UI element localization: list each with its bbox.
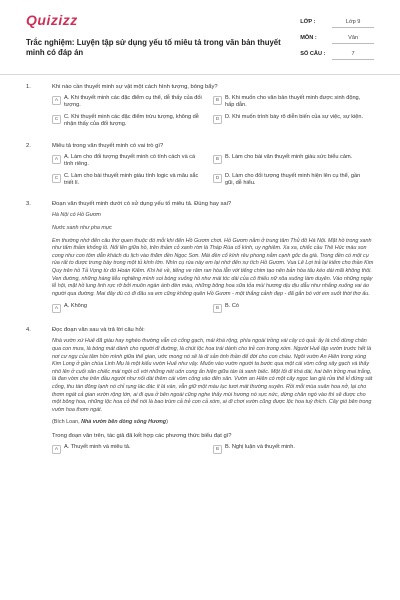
option-text: C. Làm cho bài thuyết minh giàu tính logic và mâu sắc triết lí.: [64, 173, 199, 187]
meta-label-count: SỐ CÂU :: [300, 51, 326, 57]
question-text: Đoạn văn thuyết minh dưới có sử dụng yếu tố miêu tả. Đúng hay sai?: [52, 201, 232, 208]
quizizz-logo: [26, 12, 300, 30]
option-letter-box: B: [213, 96, 222, 105]
option-b[interactable]: [213, 95, 374, 109]
question-body: [52, 83, 374, 134]
option-text: B. Khi muốn cho văn bản thuyết minh được sinh động, hấp dẫn.: [225, 94, 361, 108]
option-letter-box: B: [213, 445, 222, 454]
option-letter-box: A: [52, 96, 61, 105]
meta-label-class: LỚP :: [300, 19, 316, 25]
option-text: B. Có: [225, 303, 239, 310]
option-c[interactable]: [52, 173, 213, 187]
question-number: 1.: [26, 83, 31, 90]
worksheet-header: [26, 0, 374, 74]
option-text: D. Khi muốn trình bày rõ diễn biến của sự việc, sự kiện.: [225, 114, 364, 121]
quizizz-logo-mark: [26, 12, 96, 28]
option-a[interactable]: [52, 154, 213, 168]
question-4: [26, 326, 374, 459]
question-body: [52, 142, 374, 193]
option-letter-box: A: [52, 304, 61, 313]
question-text: Miêu tả trong văn thuyết minh có vai trò gì?: [52, 142, 164, 149]
passage-line: Hà Nội có Hồ Gươm: [52, 212, 101, 219]
question-number: 2.: [26, 142, 31, 149]
passage-source: [52, 419, 374, 427]
meta-label-subject: MÔN :: [300, 35, 317, 41]
question-body: [52, 326, 374, 459]
worksheet-meta: [300, 14, 374, 74]
passage-line: Nước xanh như pha mực: [52, 225, 112, 232]
meta-value-class: Lớp 9: [332, 16, 374, 28]
meta-value-count: 7: [332, 48, 374, 60]
question-number: 3.: [26, 201, 31, 208]
option-text: D. Làm cho đối tượng thuyết minh hiện lên cụ thể, gần gũi, dễ hiểu.: [225, 173, 361, 187]
option-text: A. Không: [64, 303, 88, 310]
option-letter-box: B: [213, 304, 222, 313]
option-b[interactable]: [213, 154, 374, 168]
option-b[interactable]: [213, 444, 374, 454]
passage-paragraph: Em thường nhớ đến câu thơ quen thuộc đó mỗi khi đến Hồ Gươm chơi. Hồ Gươm nằm ở trung tâm Thủ đô Hà Nội. Mặt hồ trong xanh như tấm thảm khổng lồ. Nổi lên giữa hồ, trên thảm cỏ xanh rờn là Tháp Rùa cổ kính, uy nghiêm. Xa xa, chiếc cầu Thê Húc màu son cong như con tôm dẫn khách du lịch vào thăm đền Ngọc Sơn. Mái đền cổ kính rêu phong nằm cạnh gốc đa già. Trong đền có một cụ rùa rất to được trưng bày trong một tủ kính lớn. Nhìn cụ rùa này em lại nhớ đến sự tích Hồ Gươm. Vua Lê Lợi trả lại kiếm cho thần Kim Quy trên hồ Tả Vọng từ đó Hoàn Kiếm. Khi hè về, tiếng ve râm ran hòa lẫn với tiếng chim tạo nên bản hòa tấu kéo dài mãi không thôi. Ven đường, những hàng liễu nghiêng mình soi bóng xuống hồ như mái tóc dài của cô thiếu nữ xõa xuống làm duyên. Vào những ngày lễ hội, mặt hồ lung linh rực rỡ bởi muôn ngàn ánh đèn màu, những bông hoa sữa tỏa mùi hương dịu dịu dẫu như nhắng xuống vai áo người qua đường. Mai đây dù có đi đâu xa em cũng không quên Hồ Gươm - một thắng cảnh đẹp - đã gắn bó với em suốt thời thơ ấu.: [52, 237, 374, 297]
question-2: [26, 142, 374, 193]
question-number: 4.: [26, 327, 31, 334]
header-divider: [0, 74, 400, 75]
answer-options: [52, 444, 374, 459]
meta-row-subject: [300, 30, 374, 46]
option-text: A. Thuyết minh và miêu tả.: [64, 443, 131, 450]
passage-paragraph: Nhà vườn xứ Huế đã giàu hay nghèo thường vẫn có cổng gạch, mái khá rộng, phía ngoài trồng vài cây có quả: ấy là chỗ dừng chân qua con mưa, là bóng mát dành cho người đi đường, là chút lộc hoa trái dành cho trẻ con trong xóm. Người Huế lập vườn trước hết là nơi cư ngụ của tâm hồn mình giữa thế gian, ước mong nó sẽ là di sản tinh thần để đời cho con cháu. Ngôi vườn An Hiên trong vùng Kim Long ở gần chùa Linh Mụ là một kiểu vườn Huế như vậy. Muốn vào vườn người ta bước qua một cái vòm cổng xây gạch và thấy nhô lên ở cuối sân chiếc mái ngói cổ với những nét uốn cong ẩn hiện giữa tán lá xanh biếc. Một lối đi khá dài, hai bên trồng mai trắng, là đan vòm che trên đầu người như nối dài thêm cái vòm cổng vào đến sân. Vườn an Hiên có một cây ngọc lan già rửa thế kỉ đứng sát cổng, thu tàn đông lạnh nó chỉ rụng lác đác ít lá vàn, vẫn giữ một màu lục tươi mát thường xuyên. Rồi mỗi mùa xuân hoa nở, lại cho thơm ngát cả gian vườn rộng lớn, ai đi qua ở bên ngoài cũng nghe thấy mùi hương nó sực nức, dừng chân ngó vào thì sẽ được cho một bông hoa, những lộc hoa cỏ thể nói là bao trùm cả trẻ con cả xóm, ai đi chơi vườn cũng được lộc hoa tuỳ thích. Cây gió bên trong vườn hoa thơm ngát.: [52, 338, 373, 413]
option-letter-box: B: [213, 155, 222, 164]
option-letter-box: A: [52, 155, 61, 164]
option-a[interactable]: [52, 444, 213, 454]
option-text: B. Nghị luận và thuyết minh.: [225, 443, 295, 450]
option-letter-box: A: [52, 445, 61, 454]
option-b[interactable]: [213, 303, 374, 313]
option-text: A. Khi thuyết minh các đặc điểm cụ thể, dễ thấy của đối tượng.: [64, 94, 202, 108]
option-text: C. Khi thuyết minh các đặc điểm trừu tượng, không dễ nhận thấy của đối tượng.: [64, 114, 199, 128]
option-letter-box: C: [52, 174, 61, 183]
option-letter-box: D: [213, 115, 222, 124]
option-d[interactable]: [213, 173, 374, 187]
source-prefix: (Bích Loan,: [52, 419, 82, 426]
answer-options: [52, 154, 374, 193]
answer-options: [52, 95, 374, 134]
header-left: [26, 12, 300, 74]
option-text: A. Làm cho đối tượng thuyết minh có tính cách và cá tính riêng.: [64, 153, 196, 167]
question-text: Khi nào cần thuyết minh sự vật một cách hình tượng, bóng bẩy?: [52, 83, 218, 90]
option-letter-box: C: [52, 115, 61, 124]
worksheet-title: Trắc nghiệm: Luyện tập sử dụng yếu tố miêu tả trong văn bản thuyết minh có đáp án: [26, 38, 281, 57]
question-text: Đọc đoạn văn sau và trả lời câu hỏi:: [52, 327, 145, 334]
subquestion-text: Trong đoạn văn trên, tác giả đã kết hợp các phương thức biểu đạt gì?: [52, 432, 232, 439]
meta-row-count: [300, 46, 374, 62]
meta-value-subject: Văn: [332, 32, 374, 44]
question-1: [26, 83, 374, 134]
logo-text: Quizizz: [26, 12, 78, 28]
option-a[interactable]: [52, 95, 213, 109]
option-text: B. Làm cho bài văn thuyết minh giàu sức biểu cảm.: [225, 153, 353, 160]
option-a[interactable]: [52, 303, 213, 313]
source-suffix: ): [166, 419, 168, 426]
option-c[interactable]: [52, 114, 213, 128]
option-letter-box: D: [213, 174, 222, 183]
answer-options: [52, 303, 374, 318]
question-3: [26, 200, 374, 318]
meta-row-class: [300, 14, 374, 30]
source-title: Nhà vườn bên dòng sông Hương: [81, 419, 167, 426]
option-d[interactable]: [213, 114, 374, 128]
question-body: [52, 200, 374, 318]
